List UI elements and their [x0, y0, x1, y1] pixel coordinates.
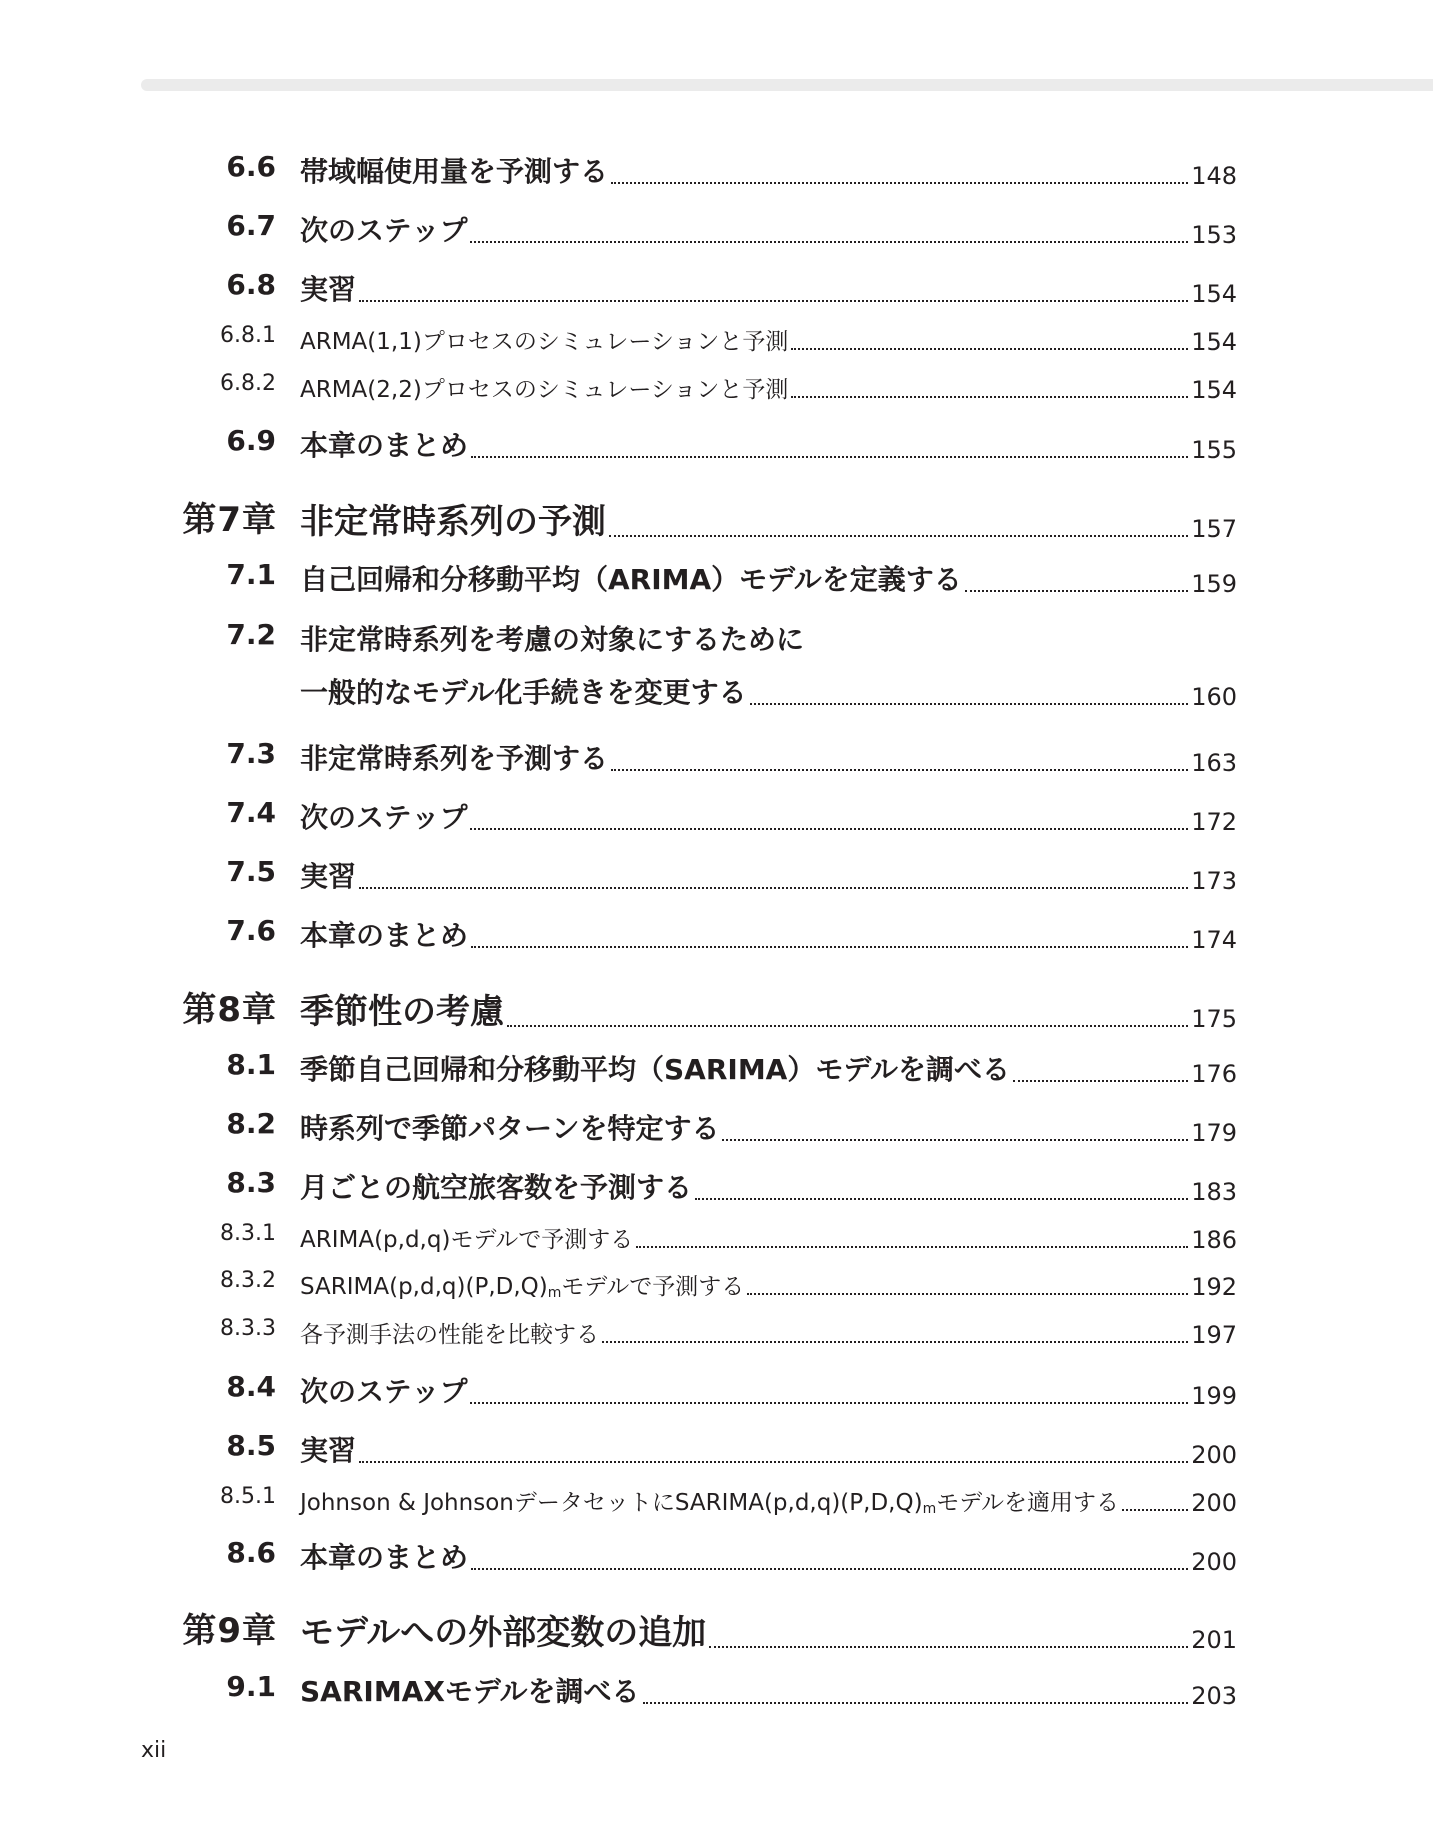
dot-leader	[747, 1293, 1188, 1295]
toc-entry-line	[300, 1484, 1237, 1517]
toc-entry-title: 本章のまとめ	[300, 1541, 469, 1574]
dot-leader	[359, 300, 1188, 302]
toc-entry-title: ARIMA(p,d,q)モデルで予測する	[300, 1227, 634, 1253]
dot-leader	[359, 1461, 1188, 1463]
toc-entry-page: 174	[1191, 926, 1237, 954]
toc-entry-line	[300, 1316, 1237, 1349]
toc-entry-page: 154	[1191, 376, 1237, 404]
toc-entry-line	[300, 984, 1237, 1033]
toc-entry-title: 自己回帰和分移動平均（ARIMA）モデルを定義する	[300, 563, 962, 596]
toc-entry-title: 本章のまとめ	[300, 919, 469, 952]
toc-entry-line	[300, 558, 1237, 598]
dot-leader	[791, 396, 1188, 398]
toc-entry-number: 第7章	[182, 500, 277, 540]
dot-leader	[695, 1198, 1188, 1200]
dot-leader	[722, 1139, 1188, 1141]
toc-entry-title-subscript: m	[922, 1501, 937, 1517]
toc-entry-page: 200	[1191, 1489, 1237, 1517]
toc-entry-number: 8.3.2	[220, 1268, 276, 1293]
toc-entry-title: 季節自己回帰和分移動平均（SARIMA）モデルを調べる	[300, 1053, 1010, 1086]
toc-entry-number: 8.2	[226, 1107, 276, 1140]
toc-entry-number: 8.3	[226, 1166, 276, 1199]
toc-entry-page: 173	[1191, 867, 1237, 895]
toc-entry-title: 時系列で季節パターンを特定する	[300, 1112, 720, 1145]
dot-leader	[602, 1341, 1188, 1343]
toc-entry-page: 200	[1191, 1548, 1237, 1576]
toc-entry-page: 179	[1191, 1119, 1237, 1147]
dot-leader	[611, 769, 1188, 771]
toc-entry-title: 本章のまとめ	[300, 429, 469, 462]
dot-leader	[471, 1568, 1188, 1570]
toc-entry-title: 次のステップ	[300, 801, 468, 834]
toc-entry-title: モデルへの外部変数の追加	[300, 1613, 707, 1653]
dot-leader	[1122, 1509, 1188, 1511]
dot-leader	[470, 828, 1188, 830]
toc-entry-title: 月ごとの航空旅客数を予測する	[300, 1171, 693, 1204]
toc-entry-number: 8.6	[226, 1536, 276, 1569]
toc-entry-line	[300, 1107, 1237, 1147]
toc-entry-number: 8.3.3	[220, 1316, 276, 1341]
toc-entry-page: 175	[1191, 1005, 1237, 1033]
toc-entry-title: 実習	[300, 860, 357, 893]
toc-entry-title: 次のステップ	[300, 214, 468, 247]
toc-entry-page: 192	[1191, 1273, 1237, 1301]
toc-entry-title: 季節性の考慮	[300, 992, 504, 1032]
toc-entry-line	[300, 494, 1237, 543]
toc-entry-line	[300, 1605, 1237, 1654]
toc-entry-line	[300, 1166, 1237, 1206]
toc-entry-line	[300, 1048, 1237, 1088]
toc-entry-page: 200	[1191, 1441, 1237, 1469]
dot-leader	[791, 348, 1188, 350]
toc-entry-page: 172	[1191, 808, 1237, 836]
dot-leader	[643, 1702, 1189, 1704]
dot-leader	[609, 535, 1188, 537]
toc-entry-number: 6.9	[226, 424, 276, 457]
dot-leader	[965, 590, 1188, 592]
toc-entry-page: 155	[1191, 436, 1237, 464]
toc-entry-line	[300, 424, 1237, 464]
toc-entry-number: 7.4	[226, 796, 276, 829]
toc-entry-page: 153	[1191, 221, 1237, 249]
dot-leader	[709, 1646, 1188, 1648]
toc-entry-number: 7.6	[226, 914, 276, 947]
toc-entry-title: 一般的なモデル化手続きを変更する	[300, 676, 747, 709]
toc-entry-page: 148	[1191, 162, 1237, 190]
toc-entry-number: 8.4	[226, 1370, 276, 1403]
toc-entry-line	[300, 323, 1237, 356]
toc-entry-number: 8.3.1	[220, 1221, 276, 1246]
toc-entry-number: 8.1	[226, 1048, 276, 1081]
toc-entry-title: 実習	[300, 273, 357, 306]
toc-entry-line	[300, 1536, 1237, 1576]
toc-entry-number: 6.7	[226, 209, 276, 242]
toc-entry-number: 6.8.1	[220, 323, 276, 348]
toc-entry-number: 第8章	[182, 990, 277, 1030]
toc-entry-number: 8.5	[226, 1429, 276, 1462]
toc-entry-number: 6.8	[226, 268, 276, 301]
toc-entry-page: 154	[1191, 328, 1237, 356]
toc-entry-title: SARIMAXモデルを調べる	[300, 1675, 640, 1708]
toc-entry-page: 176	[1191, 1060, 1237, 1088]
toc-entry-number: 6.8.2	[220, 371, 276, 396]
toc-entry-line	[300, 1268, 1237, 1301]
toc-entry-number: 7.5	[226, 855, 276, 888]
toc-entry-title: 次のステップ	[300, 1375, 468, 1408]
toc-entry-number: 7.3	[226, 737, 276, 770]
toc-entry-line	[300, 914, 1237, 954]
toc-entry-page: 201	[1191, 1626, 1237, 1654]
toc-entry-number: 9.1	[226, 1670, 276, 1703]
dot-leader	[636, 1246, 1188, 1248]
dot-leader	[359, 887, 1188, 889]
toc-entry-number: 7.1	[226, 558, 276, 591]
toc-entry-line	[300, 855, 1237, 895]
toc-entry-line	[300, 209, 1237, 249]
toc-entry-page: 157	[1191, 515, 1237, 543]
toc-entry-title: 非定常時系列を予測する	[300, 742, 609, 775]
toc-entry-title: Johnson & Johnsonデータセットに$SARIMA(p,d,q)(P,D,Q)_m$モデルを適用する	[300, 1490, 1120, 1517]
dot-leader	[1013, 1080, 1188, 1082]
toc-entry-number: 第9章	[182, 1611, 277, 1651]
dot-leader	[470, 1402, 1188, 1404]
toc-entry-title: $SARIMA(p,d,q)(P,D,Q)_m$モデルで予測する	[300, 1274, 745, 1301]
toc-entry-line	[300, 1370, 1237, 1410]
toc-entry-page: 203	[1191, 1682, 1237, 1710]
toc-entry-title: 帯域幅使用量を予測する	[300, 155, 609, 188]
toc-entry-page: 183	[1191, 1178, 1237, 1206]
toc-entry-page: 159	[1191, 570, 1237, 598]
dot-leader	[470, 241, 1188, 243]
dot-leader	[750, 703, 1189, 705]
dot-leader	[471, 946, 1188, 948]
toc-entry-page: 186	[1191, 1226, 1237, 1254]
page-number: xii	[141, 1738, 167, 1763]
toc-entry-number: 8.5.1	[220, 1484, 276, 1509]
toc-entry-line	[300, 150, 1237, 190]
toc-entry-line	[300, 671, 1237, 711]
toc-entry-title-subscript: m	[547, 1285, 562, 1301]
toc-entry-line	[300, 1221, 1237, 1254]
dot-leader	[471, 456, 1188, 458]
dot-leader	[611, 182, 1188, 184]
toc-entry-page: 163	[1191, 749, 1237, 777]
toc-entry-line	[300, 1670, 1237, 1710]
toc-entry-title: 各予測手法の性能を比較する	[300, 1322, 599, 1348]
toc-entry-number: 7.2	[226, 618, 276, 651]
dot-leader	[507, 1025, 1188, 1027]
toc-entry-title: ARMA(1,1)プロセスのシミュレーションと予測	[300, 329, 789, 355]
toc-entry-page: 154	[1191, 280, 1237, 308]
toc-entry-line	[300, 268, 1237, 308]
toc-entry-line	[300, 737, 1237, 777]
toc-entry-page: 160	[1191, 683, 1237, 711]
toc-entry-line	[300, 1429, 1237, 1469]
toc-entry-page: 199	[1191, 1382, 1237, 1410]
toc-entry-number: 6.6	[226, 150, 276, 183]
toc-entry-line	[300, 371, 1237, 404]
toc-entry-title: 非定常時系列の予測	[300, 502, 606, 542]
toc-entry-title-line1: 非定常時系列を考慮の対象にするために	[300, 623, 805, 656]
toc-entry-title: ARMA(2,2)プロセスのシミュレーションと予測	[300, 377, 789, 403]
toc-entry-page: 197	[1191, 1321, 1237, 1349]
toc-entry-title: 実習	[300, 1434, 357, 1467]
toc-entry-line	[300, 796, 1237, 836]
